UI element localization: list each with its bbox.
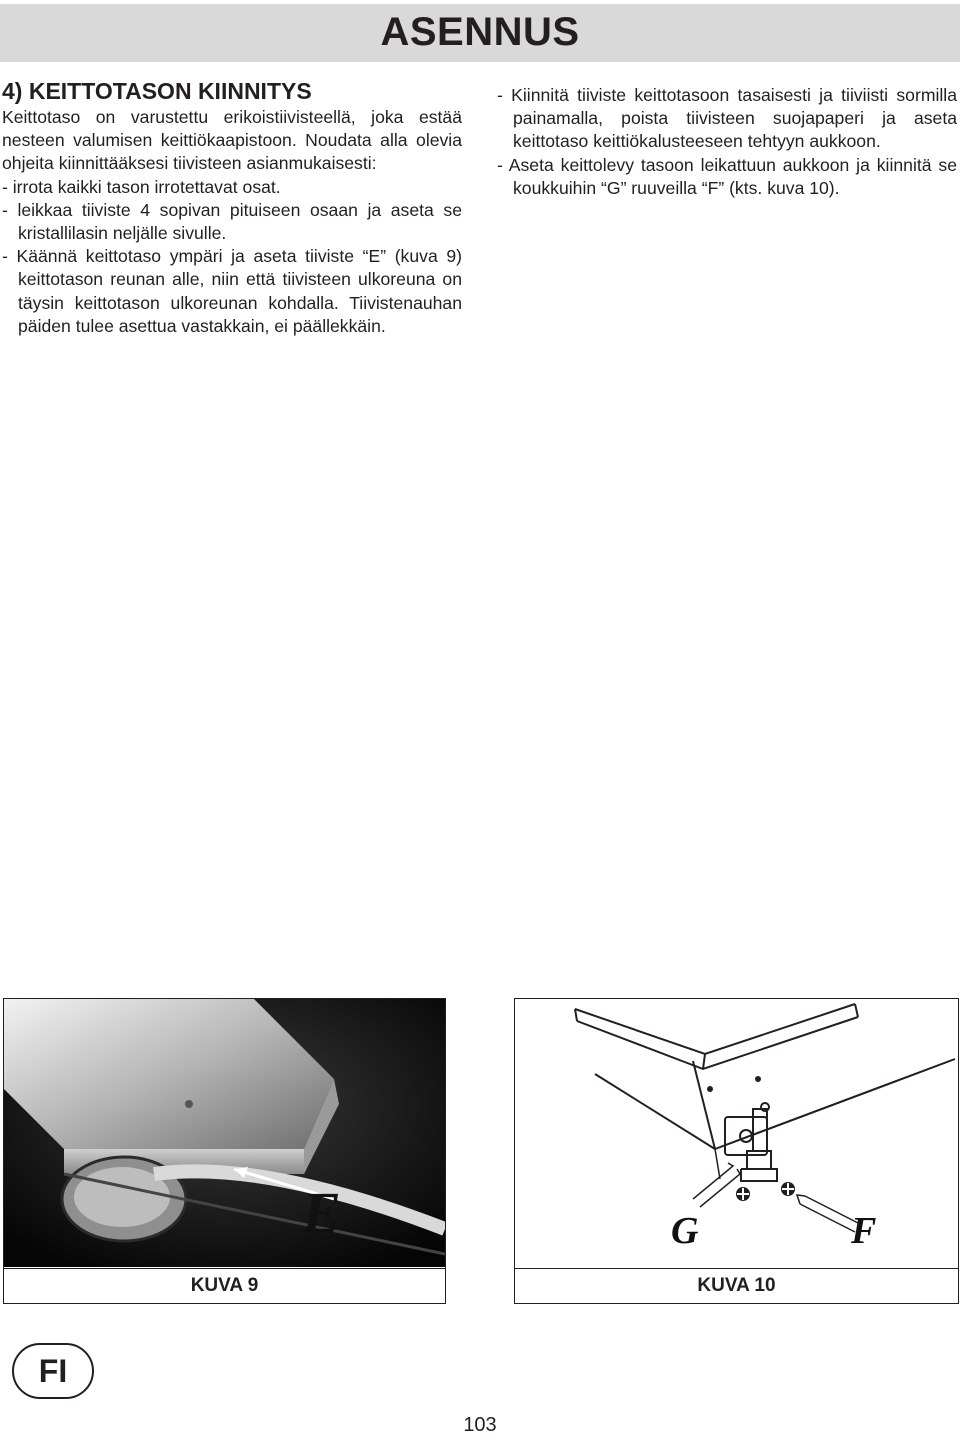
step-press-seal: - Kiinnitä tiiviste keittotasoon tasaisesti ja tiiviisti sormilla painamalla, poista tiivisteen suojapaperi ja aseta keittotaso keittiökalusteeseen tehtyyn aukkoon. xyxy=(497,85,957,152)
hook-illustration xyxy=(515,999,958,1267)
seal-photo xyxy=(4,999,445,1267)
hook-label-g: G xyxy=(671,1210,699,1252)
right-column xyxy=(497,84,957,200)
figure-10 xyxy=(514,998,959,1304)
section-heading: 4) KEITTOTASON KIINNITYS xyxy=(2,78,312,104)
language-badge: FI xyxy=(12,1343,94,1399)
hook-drawing xyxy=(515,999,958,1267)
figure-9-caption: KUVA 9 xyxy=(4,1268,445,1303)
step-place-seal: - Käännä keittotaso ympäri ja aseta tiiviste “E” (kuva 9) keittotason reunan alle, niin että tiivisteen ulkoreuna on täysin keittotason ulkoreunan kohdalla. Tiivistenauhan päiden tulee asettua vastakkain, ei päällekkäin. xyxy=(2,246,462,336)
step-cut-seal: - leikkaa tiiviste 4 sopivan pituiseen osaan ja aseta se kristallilasin neljälle sivulle. xyxy=(2,199,462,244)
screw-label-f: F xyxy=(851,1210,877,1252)
left-column xyxy=(2,106,462,338)
page-number: 103 xyxy=(463,1414,497,1436)
figure-10-caption: KUVA 10 xyxy=(515,1268,958,1303)
seal-illustration xyxy=(4,999,445,1267)
step-remove-parts: - irrota kaikki tason irrotettavat osat. xyxy=(2,176,281,197)
page-title: ASENNUS xyxy=(380,10,580,54)
seal-label-e: E xyxy=(302,1180,341,1245)
step-fix-hob: - Aseta keittolevy tasoon leikattuun aukkoon ja kiinnitä se koukkuihin “G” ruuveilla “F” (kts. kuva 10). xyxy=(497,154,957,198)
figure-9 xyxy=(3,998,446,1304)
intro-paragraph: Keittotaso on varustettu erikoistiivisteellä, joka estää nesteen valumisen keittiökaapistoon. Noudata alla olevia ohjeita kiinnittääksesi tiivisteen asianmukaisesti: xyxy=(2,107,462,174)
